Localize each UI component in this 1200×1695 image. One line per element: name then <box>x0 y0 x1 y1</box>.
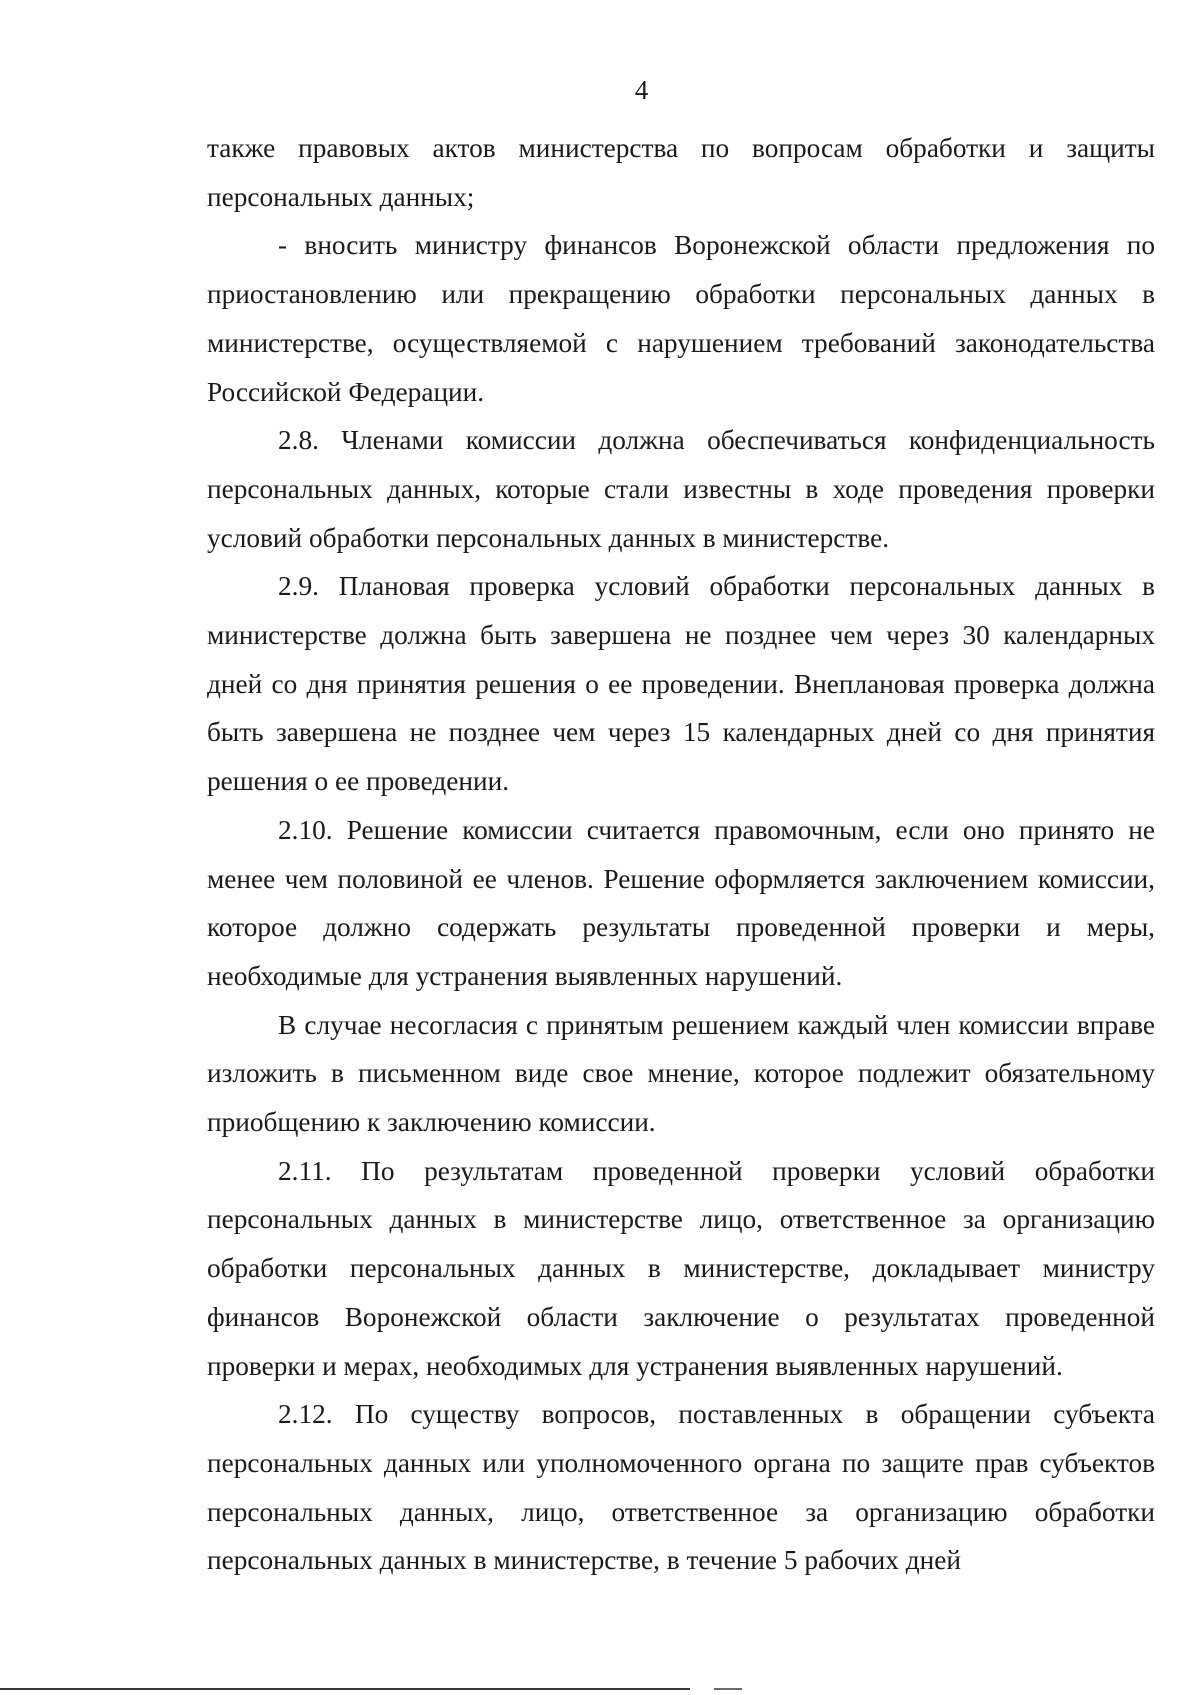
document-body <box>207 124 1155 1585</box>
scan-edge-line <box>0 1688 690 1690</box>
paragraph-2-8: 2.8. Членами комиссии должна обеспечиваться конфиденциальность персональных данных, которые стали известны в ходе проведения проверки условий обработки персональных данных в министерстве. <box>207 425 1155 553</box>
paragraph-disagreement: В случае несогласия с принятым решением каждый член комиссии вправе изложить в письменном виде свое мнение, которое подлежит обязательному приобщению к заключению комиссии. <box>207 1009 1155 1138</box>
paragraph-2-11: 2.11. По результатам проведенной проверки условий обработки персональных данных в министерстве лицо, ответственное за организацию обработки персональных данных в министерстве, докладывает министру финансов Воронежской области заключение о результатах проведенной проверки и мерах, необходимых для устранения выявленных нарушений. <box>207 1155 1155 1381</box>
paragraph-2-9: 2.9. Плановая проверка условий обработки персональных данных в министерстве должна быть завершена не позднее чем через 30 календарных дней со дня принятия решения о ее проведении. Внеплановая проверка должна быть завершена не позднее чем через 15 календарных дней со дня принятия решения о ее проведении. <box>207 571 1155 797</box>
page-number: 4 <box>634 75 649 105</box>
paragraph-2-10: 2.10. Решение комиссии считается правомочным, если оно принято не менее чем половиной ее членов. Решение оформляется заключением комиссии, которое должно содержать результаты проведенной проверки и меры, необходимые для устранения выявленных нарушений. <box>207 814 1155 991</box>
paragraph-submit-proposals: - вносить министру финансов Воронежской области предложения по приостановлению или прекращению обработки персональных данных в министерстве, осуществляемой с нарушением требований законодательства Российской Федерации. <box>207 230 1155 407</box>
paragraph-continuation: также правовых актов министерства по вопросам обработки и защиты персональных данных; <box>207 133 1155 212</box>
paragraph-2-12: 2.12. По существу вопросов, поставленных в обращении субъекта персональных данных или уполномоченного органа по защите прав субъектов персональных данных, лицо, ответственное за организацию обработки персональных данных в министерстве, в течение 5 рабочих дней <box>207 1399 1155 1576</box>
scan-edge-line-short <box>714 1688 742 1690</box>
